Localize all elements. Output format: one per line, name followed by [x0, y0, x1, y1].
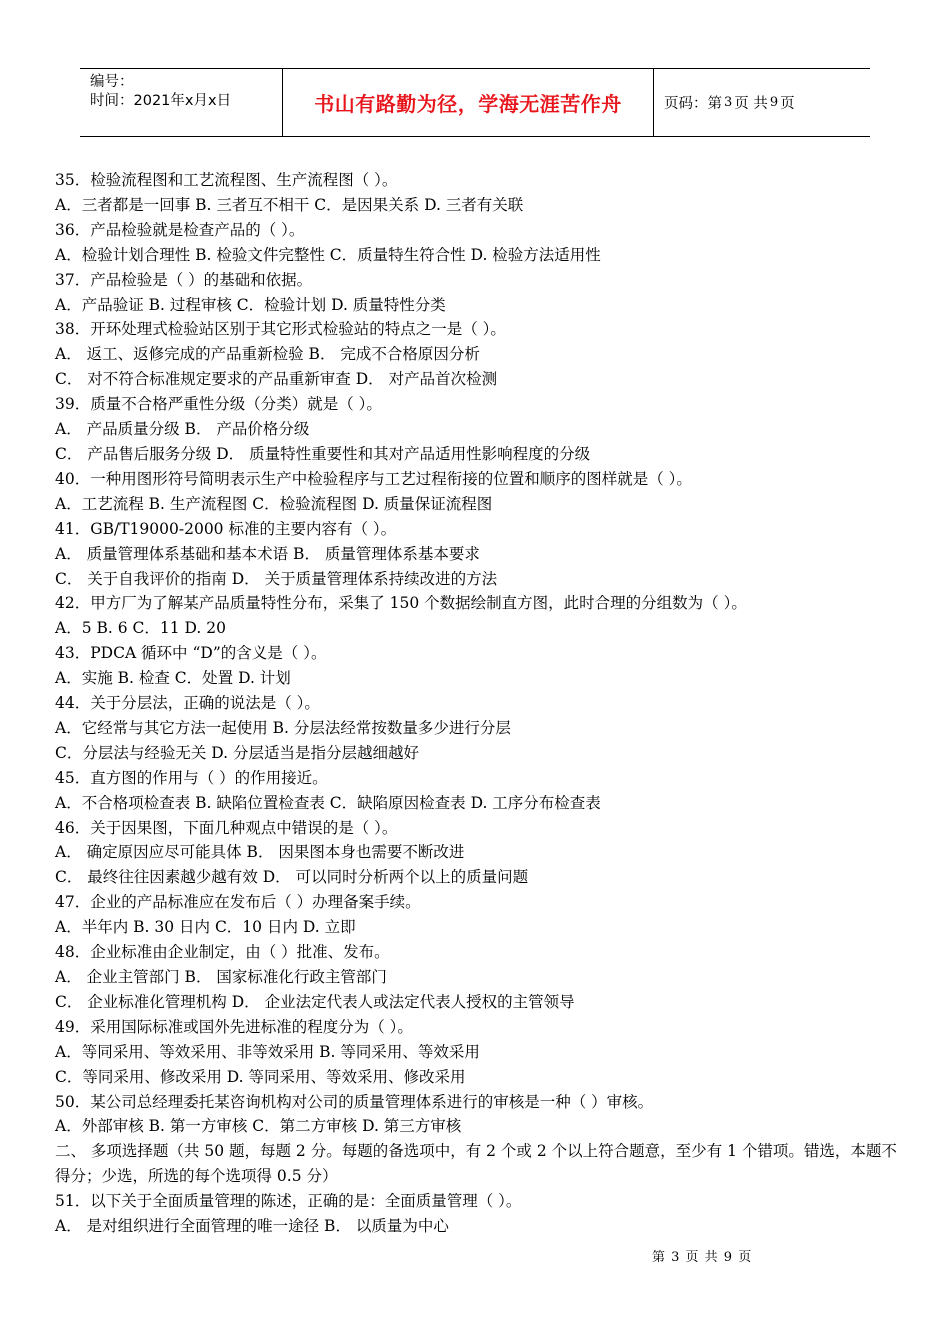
text-line: 44．关于分层法，正确的说法是（ ）。	[55, 694, 320, 713]
text-line: 45．直方图的作用与（ ）的作用接近。	[55, 768, 328, 787]
text-line: 43．PDCA 循环中 “D”的含义是（ ）。	[55, 644, 327, 663]
text-line: 42．甲方厂为了解某产品质量特性分布，采集了 150 个数据绘制直方图，此时合理的分组数为（ ）。	[55, 594, 747, 613]
text-line: 41．GB/T19000-2000 标准的主要内容有（ ）。	[55, 519, 397, 538]
slogan: 书山有路勤为径，学海无涯苦作舟	[314, 92, 622, 116]
text-line: C． 关于自我评价的指南 D． 关于质量管理体系持续改进的方法	[55, 569, 498, 588]
text-line: A．工艺流程 B. 生产流程图 C．检验流程图 D. 质量保证流程图	[55, 494, 493, 513]
text-line: C． 产品售后服务分级 D． 质量特性重要性和其对产品适用性影响程度的分级	[55, 444, 591, 463]
text-line: C． 最终往往因素越少越有效 D． 可以同时分析两个以上的质量问题	[55, 868, 529, 887]
text-line: A．它经常与其它方法一起使用 B. 分层法经常按数量多少进行分层	[55, 718, 511, 737]
page-total: 9	[769, 95, 779, 110]
text-line: C． 对不符合标准规定要求的产品重新审查 D． 对产品首次检测	[55, 370, 498, 389]
text-line: A．5 B. 6 C．11 D. 20	[55, 619, 226, 638]
section-heading: 二、 多项选择题（共 50 题，每题 2 分。每题的备选项中，有 2 个或 2 个以上符合题意，至少有 1 个错项。错选，本题不得分；少选，所选的每个选项得 0.5 分）	[55, 1142, 897, 1186]
text-line: A．等同采用、等效采用、非等效采用 B. 等同采用、等效采用	[55, 1042, 480, 1061]
page-current: 3	[724, 95, 733, 110]
header-info	[80, 69, 282, 136]
page-prefix: 页码：第	[664, 96, 722, 112]
text-line: 50．某公司总经理委托某咨询机构对公司的质量管理体系进行的审核是一种（ ）审核。	[55, 1092, 654, 1111]
text-line: A．半年内 B. 30 日内 C．10 日内 D. 立即	[55, 918, 356, 937]
text-line: A．不合格项检查表 B. 缺陷位置检查表 C．缺陷原因检查表 D. 工序分布检查表	[55, 793, 601, 812]
header-page-info	[654, 69, 870, 136]
text-line: A． 返工、返修完成的产品重新检验 B． 完成不合格原因分析	[55, 345, 480, 364]
page-mid: 页 共	[734, 96, 768, 112]
text-line: 51．以下关于全面质量管理的陈述，正确的是：全面质量管理（ ）。	[55, 1192, 522, 1211]
text-line: 46．关于因果图，下面几种观点中错误的是（ ）。	[55, 818, 398, 837]
text-line: C． 企业标准化管理机构 D． 企业法定代表人或法定代表人授权的主管领导	[55, 992, 575, 1011]
text-line: 36．产品检验就是检查产品的（ ）。	[55, 220, 305, 239]
time-label: 时间：2021年x月x日	[90, 93, 232, 109]
text-line: C．分层法与经验无关 D. 分层适当是指分层越细越好	[55, 743, 420, 762]
text-line: A． 企业主管部门 B． 国家标准化行政主管部门	[55, 968, 387, 986]
text-line: 39．质量不合格严重性分级（分类）就是（ ）。	[55, 395, 382, 414]
text-line: A． 产品质量分级 B． 产品价格分级	[55, 420, 310, 439]
text-line: 47．企业的产品标准应在发布后（ ）办理备案手续。	[55, 893, 421, 912]
text-line: 48．企业标准由企业制定，由（ ）批准、发布。	[55, 943, 390, 962]
text-line: 35．检验流程图和工艺流程图、生产流程图（ ）。	[55, 171, 398, 189]
text-line: A． 质量管理体系基础和基本术语 B． 质量管理体系基本要求	[55, 544, 480, 563]
text-line: A． 是对组织进行全面管理的唯一途径 B． 以质量为中心	[55, 1217, 449, 1236]
text-line: A．外部审核 B. 第一方审核 C．第二方审核 D. 第三方审核	[55, 1117, 462, 1136]
page-suffix: 页	[780, 96, 795, 112]
number-label: 编号：	[90, 74, 134, 90]
text-line: 40．一种用图形符号简明表示生产中检验程序与工艺过程衔接的位置和顺序的图样就是（ ）。	[55, 469, 692, 488]
text-line: A．产品验证 B. 过程审核 C．检验计划 D. 质量特性分类	[55, 295, 446, 314]
text-line: 49．采用国际标准或国外先进标准的程度分为（ ）。	[55, 1017, 413, 1036]
text-line: A．三者都是一回事 B. 三者互不相干 C．是因果关系 D. 三者有关联	[55, 195, 524, 214]
text-line: 37．产品检验是（ ）的基础和依据。	[55, 270, 313, 289]
text-line: A．检验计划合理性 B. 检验文件完整性 C．质量特生符合性 D. 检验方法适用性	[55, 245, 601, 264]
header-slogan-cell	[282, 69, 654, 136]
page-header	[80, 68, 870, 137]
text-line: 38．开环处理式检验站区别于其它形式检验站的特点之一是（ ）。	[55, 320, 506, 339]
question-content	[55, 168, 900, 1239]
page-footer: 第 3 页 共 9 页	[652, 1250, 753, 1265]
text-line: C．等同采用、修改采用 D. 等同采用、等效采用、修改采用	[55, 1067, 466, 1086]
text-line: A．实施 B. 检查 C．处置 D. 计划	[55, 669, 291, 688]
text-line: A． 确定原因应尽可能具体 B． 因果图本身也需要不断改进	[55, 843, 465, 862]
